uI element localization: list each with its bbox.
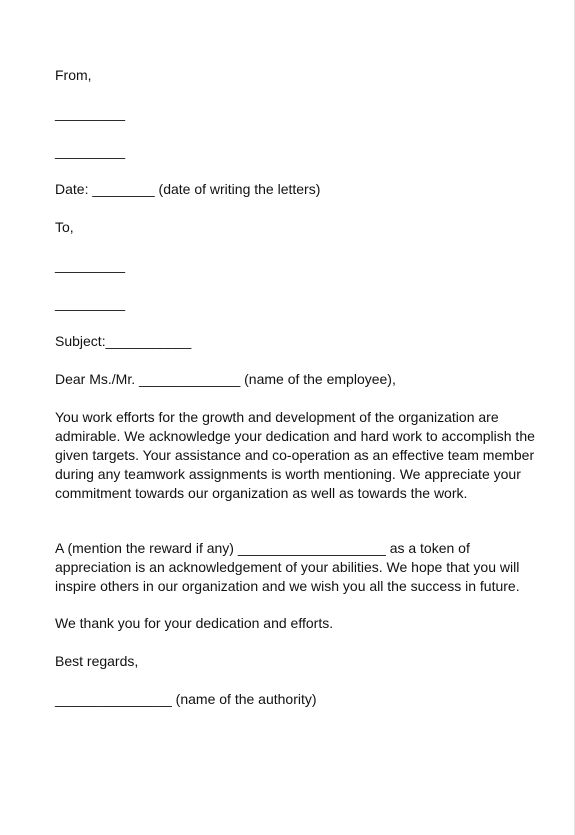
to-blank-1: _________ <box>55 257 126 273</box>
to-label: To, <box>55 219 74 235</box>
subject-line: Subject:___________ <box>55 333 192 349</box>
from-blank-2: _________ <box>55 143 126 159</box>
paragraph-2: A (mention the reward if any) ___________________ as a token of appreciation is an acknowledgement of your abilities. We hope that you will inspire others in our organization and we wish you all the success in future. <box>55 540 520 594</box>
signature-line: _______________ (name of the authority) <box>55 691 317 707</box>
to-blank-2: _________ <box>55 295 126 311</box>
closing: Best regards, <box>55 653 139 669</box>
paragraph-1: You work efforts for the growth and development of the organization are admirable. We acknowledge your dedication and hard work to accomplish the given targets. Your assistance and co-operation as an effective team member during any teamwork assignments is worth mentioning. We appreciate your commitment towards our organization as well as towards the work. <box>55 409 535 501</box>
salutation: Dear Ms./Mr. _____________ (name of the employee), <box>55 371 396 387</box>
paragraph-3: We thank you for your dedication and efforts. <box>55 615 334 631</box>
from-label: From, <box>55 67 92 83</box>
from-blank-1: _________ <box>55 105 126 121</box>
date-line: Date: ________ (date of writing the letters) <box>55 181 321 197</box>
